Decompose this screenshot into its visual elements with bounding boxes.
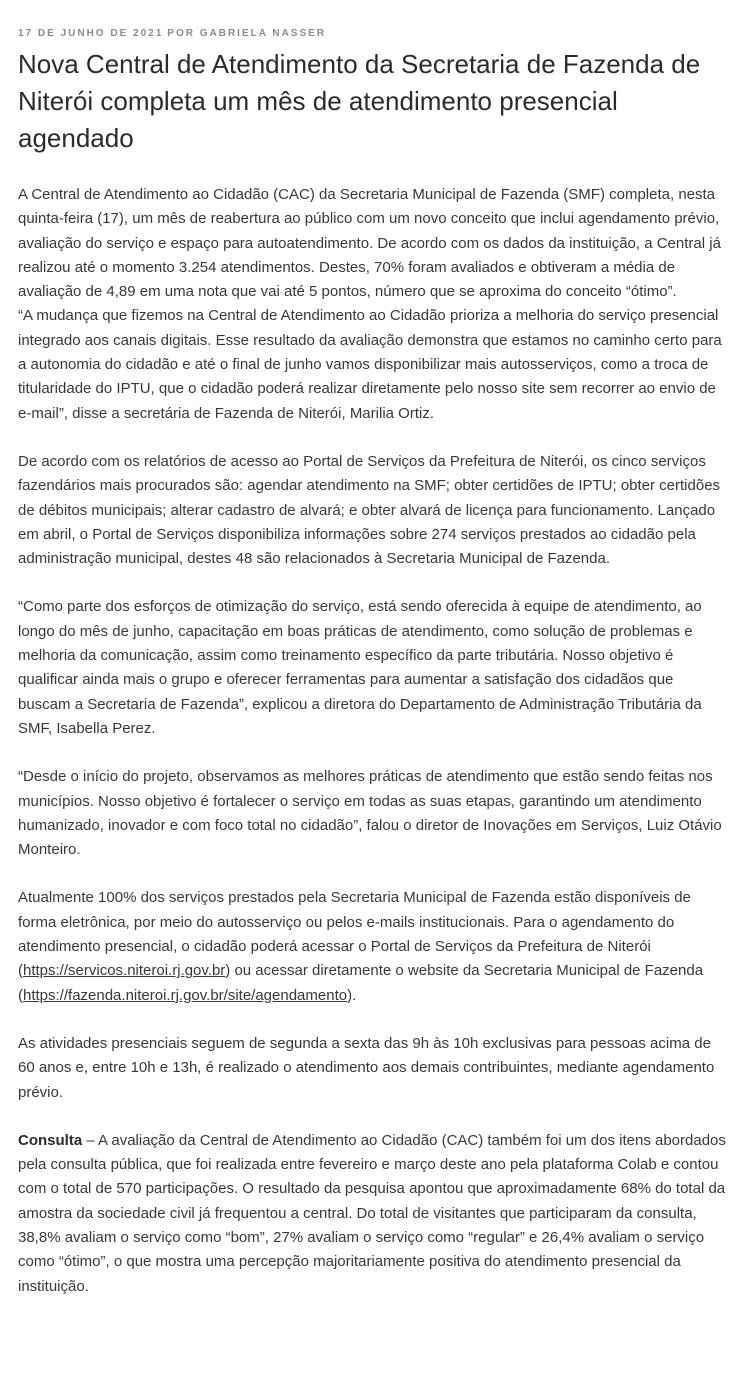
- paragraph-8-text: – A avaliação da Central de Atendimento ao Cidadão (CAC) também foi um dos itens abordados pela consulta pública, que foi realizada entre fevereiro e março deste ano pela plataforma Colab e contou com o total de 570 participações. O resultado da pesquisa apontou que aproximadamente 68% do total da amostra da sociedade civil já frequentou a central. Do total de visitantes que participaram da consulta, 38,8% avaliam o serviço como “bom”, 27% avaliam o serviço como “regular” e 26,4% avaliam o serviço como “ótimo”, o que mostra uma percepção majoritariamente positiva do atendimento presencial da instituição.: [18, 1131, 726, 1295]
- paragraph-6-text-b: ) ou acessar diretamente o website da Secretaria Municipal de Fazenda (: [18, 962, 704, 1004]
- paragraph-6-text-c: ).: [347, 986, 357, 1004]
- paragraph-8: [18, 1129, 726, 1299]
- paragraph-2: “A mudança que fizemos na Central de Atendimento ao Cidadão prioriza a melhoria do serviço presencial integrado aos canais digitais. Esse resultado da avaliação demonstra que estamos no caminho certo para a autonomia do cidadão e até o final de junho vamos disponibilizar mais autosserviços, como a troca de titularidade do IPTU, que o cidadão poderá realizar diretamente pelo nosso site sem recorrer ao envio de e-mail”, disse a secretária de Fazenda de Niterói, Marilia Ortiz.: [18, 307, 722, 422]
- paragraph-6-text-a: Atualmente 100% dos serviços prestados pela Secretaria Municipal de Fazenda estão disponíveis de forma eletrônica, por meio do autosserviço ou pelos e-mails institucionais. Para o agendamento do atendimento presencial, o cidadão poderá acessar o Portal de Serviços da Prefeitura de Niterói (: [18, 889, 691, 980]
- article-author[interactable]: GABRIELA NASSER: [199, 28, 327, 39]
- article-title: Nova Central de Atendimento da Secretaria de Fazenda de Niterói completa um mês de atendimento presencial agendado: [18, 49, 701, 153]
- paragraph-3: De acordo com os relatórios de acesso ao Portal de Serviços da Prefeitura de Niterói, os cinco serviços fazendários mais procurados são: agendar atendimento na SMF; obter certidões de IPTU; obter certidões de débitos municipais; alterar cadastro de alvará; e obter alvará de licença para funcionamento. Lançado em abril, o Portal de Serviços disponibiliza informações sobre 274 serviços prestados ao cidadão pela administração municipal, destes 48 são relacionados à Secretaria Municipal de Fazenda.: [18, 452, 721, 568]
- paragraph-4: “Como parte dos esforços de otimização do serviço, está sendo oferecida à equipe de atendimento, ao longo do mês de junho, capacitação em boas práticas de atendimento, como solução de problemas e melhoria da comunicação, assim como treinamento específico da parte tributária. Nosso objetivo é qualificar ainda mais o grupo e oferecer ferramentas para aumentar a satisfação dos cidadãos que buscam a Secretaria de Fazenda”, explicou a diretora do Departamento de Administração Tributária da SMF, Isabella Perez.: [18, 598, 702, 737]
- paragraph-1: A Central de Atendimento ao Cidadão (CAC) da Secretaria Municipal de Fazenda (SMF) completa, nesta quinta-feira (17), um mês de reabertura ao público com um novo conceito que inclui agendamento prévio, avaliação do serviço e espaço para autoatendimento. De acordo com os dados da instituição, a Central já realizou até o momento 3.254 atendimentos. Destes, 70% foram avaliados e obtiveram a média de avaliação de 4,89 em uma nota que vai até 5 pontos, número que se aproxima do conceito “ótimo”.: [18, 186, 721, 301]
- article-date: 17 DE JUNHO DE 2021: [18, 28, 164, 39]
- consulta-label: Consulta: [18, 1131, 83, 1149]
- paragraph-5: “Desde o início do projeto, observamos as melhores práticas de atendimento que estão sendo feitas nos municípios. Nosso objetivo é fortalecer o serviço em todas as suas etapas, garantindo um atendimento humanizado, inovador e com foco total no cidadão”, falou o diretor de Inovações em Serviços, Luiz Otávio Monteiro.: [18, 768, 722, 859]
- article-body: [18, 183, 726, 1299]
- servicos-portal-link[interactable]: https://servicos.niteroi.rj.gov.br: [23, 962, 226, 980]
- paragraph-6: [18, 886, 726, 1007]
- fazenda-agendamento-link[interactable]: https://fazenda.niteroi.rj.gov.br/site/agendamento: [23, 986, 348, 1004]
- paragraph-7: As atividades presenciais seguem de segunda a sexta das 9h às 10h exclusivas para pessoas acima de 60 anos e, entre 10h e 13h, é realizado o atendimento aos demais contribuintes, mediante agendamento prévio.: [18, 1034, 715, 1101]
- author-prefix: POR: [167, 28, 195, 39]
- article-meta: [18, 28, 726, 40]
